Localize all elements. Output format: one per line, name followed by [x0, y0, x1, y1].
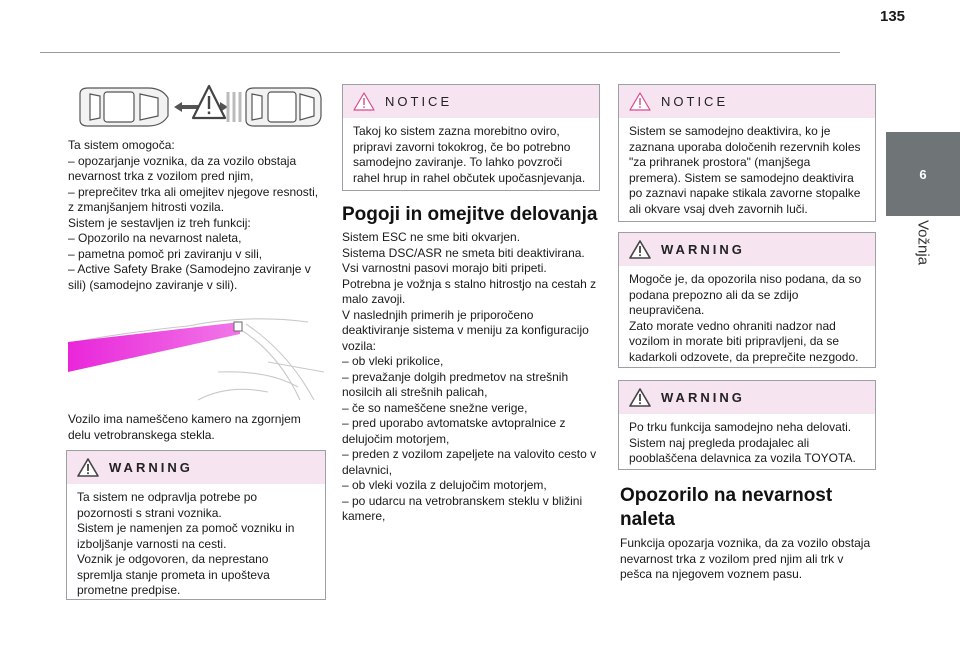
intro-line: – preprečitev trka ali omejitev njegove resnosti, z zmanjšanjem hitrosti vozila.	[68, 184, 319, 214]
condition-line: – preden z vozilom zapeljete na valovito cesto v delavnici,	[342, 447, 597, 477]
condition-line: Potrebna je vožnja s stalno hitrostjo na cestah z malo zavoji.	[342, 276, 597, 306]
warning-line: Ta sistem ne odpravlja potrebe po pozornosti s strani voznika.	[77, 490, 258, 520]
condition-line: Sistem ESC ne sme biti okvarjen.	[342, 230, 521, 244]
warning-triangle-icon	[193, 86, 225, 118]
warning-line: Zato morate vedno ohraniti nadzor nad vozilom in morate biti pripravljeni, da se kadarkoli odzovete, da preprečite nezgodo.	[629, 318, 859, 364]
condition-line: Sistema DSC/ASR ne smeta biti deaktivirana.	[342, 245, 585, 260]
notice-title: NOTICE	[385, 94, 453, 109]
notice-box	[618, 84, 876, 222]
warning-line: Mogoče je, da opozorila niso podana, da so podana prepozno ali da se zdijo neupravičena.	[629, 272, 862, 317]
intro-line: – Active Safety Brake (Samodejno zaviranje v sili) (samodejno zaviranje v sili).	[68, 262, 311, 292]
warning-line: Sistem je namenjen za pomoč vozniku in izboljšanje varnosti na cesti.	[77, 521, 295, 551]
cars-warning-illustration	[78, 84, 323, 129]
condition-line: V naslednjih primerih je priporočeno deaktiviranje sistema v meniju za konfiguracijo vozila:	[342, 307, 589, 353]
warning-title: WARNING	[661, 390, 745, 405]
warning-triangle-icon	[77, 458, 99, 477]
section-heading: Pogoji in omejitve delovanja	[342, 204, 598, 225]
condition-line: – prevažanje dolgih predmetov na strešnih nosilcih ali strešnih palicah,	[342, 369, 569, 399]
intro-line: – opozarjanje voznika, da za vozilo obstaja nevarnost trka z vozilom pred njim,	[68, 153, 297, 183]
intro-line: – pametna pomoč pri zaviranju v sili,	[68, 246, 263, 261]
section-heading: Opozorilo na nevarnost naleta	[620, 485, 833, 530]
intro-line: Sistem je sestavljen iz treh funkcij:	[68, 215, 251, 230]
top-rule	[40, 52, 840, 53]
warning-box	[66, 450, 326, 600]
warning-text: Po trku funkcija samodejno neha delovati. Sistem naj pregleda prodajalec ali pooblaščena delavnica za vozila TOYOTA.	[629, 420, 856, 465]
notice-title: NOTICE	[661, 94, 729, 109]
warning-triangle-icon	[629, 240, 651, 259]
chapter-tab-title: Vožnja	[914, 220, 932, 266]
intro-line: – Opozorilo na nevarnost naleta,	[68, 231, 242, 245]
notice-text: Takoj ko sistem zazna morebitno oviro, pripravi zavorni tokokrog, če bo potrebno samodejno zaviranje. To lahko povzroči rahel hrup in rahel občutek upočasnjevanja.	[353, 124, 586, 185]
warning-box	[618, 232, 876, 368]
camera-text: Vozilo ima nameščeno kamero na zgornjem delu vetrobranskega stekla.	[68, 412, 301, 442]
page-number: 135	[880, 8, 906, 25]
body-text: Funkcija opozarja voznika, da za vozilo obstaja nevarnost trka z vozilom pred njim ali trk v pešca na njegovem voznem pasu.	[620, 536, 871, 581]
condition-line: – ob vleki prikolice,	[342, 354, 444, 368]
condition-line: – ob vleki vozila z delujočim motorjem,	[342, 478, 547, 492]
warning-triangle-icon	[629, 388, 651, 407]
warning-box	[618, 380, 876, 470]
condition-line: – po udarcu na vetrobranskem steklu v bližini kamere,	[342, 493, 583, 523]
warning-title: WARNING	[109, 460, 193, 475]
condition-line: Vsi varnostni pasovi morajo biti pripeti.	[342, 261, 547, 275]
condition-line: – če so nameščene snežne verige,	[342, 400, 528, 415]
windshield-camera-illustration	[68, 312, 326, 404]
chapter-tab-number: 6	[886, 132, 960, 216]
notice-triangle-icon	[629, 92, 651, 111]
warning-title: WARNING	[661, 242, 745, 257]
notice-triangle-icon	[353, 92, 375, 111]
warning-line: Voznik je odgovoren, da neprestano spremlja stanje prometa in upošteva prometne predpise.	[77, 552, 270, 597]
notice-text: Sistem se samodejno deaktivira, ko je zaznana uporaba določenih rezervnih koles "za prihranek prostora" (manjšega premera). Sistem se samodejno deaktivira po zaznavi napake stikala zavorne stopalke ali okvare vsaj dveh zavornih luči.	[629, 124, 861, 216]
intro-line: Ta sistem omogoča:	[68, 138, 175, 152]
notice-box	[342, 84, 600, 191]
condition-line: – pred uporabo avtomatske avtopralnice z delujočim motorjem,	[342, 416, 566, 446]
